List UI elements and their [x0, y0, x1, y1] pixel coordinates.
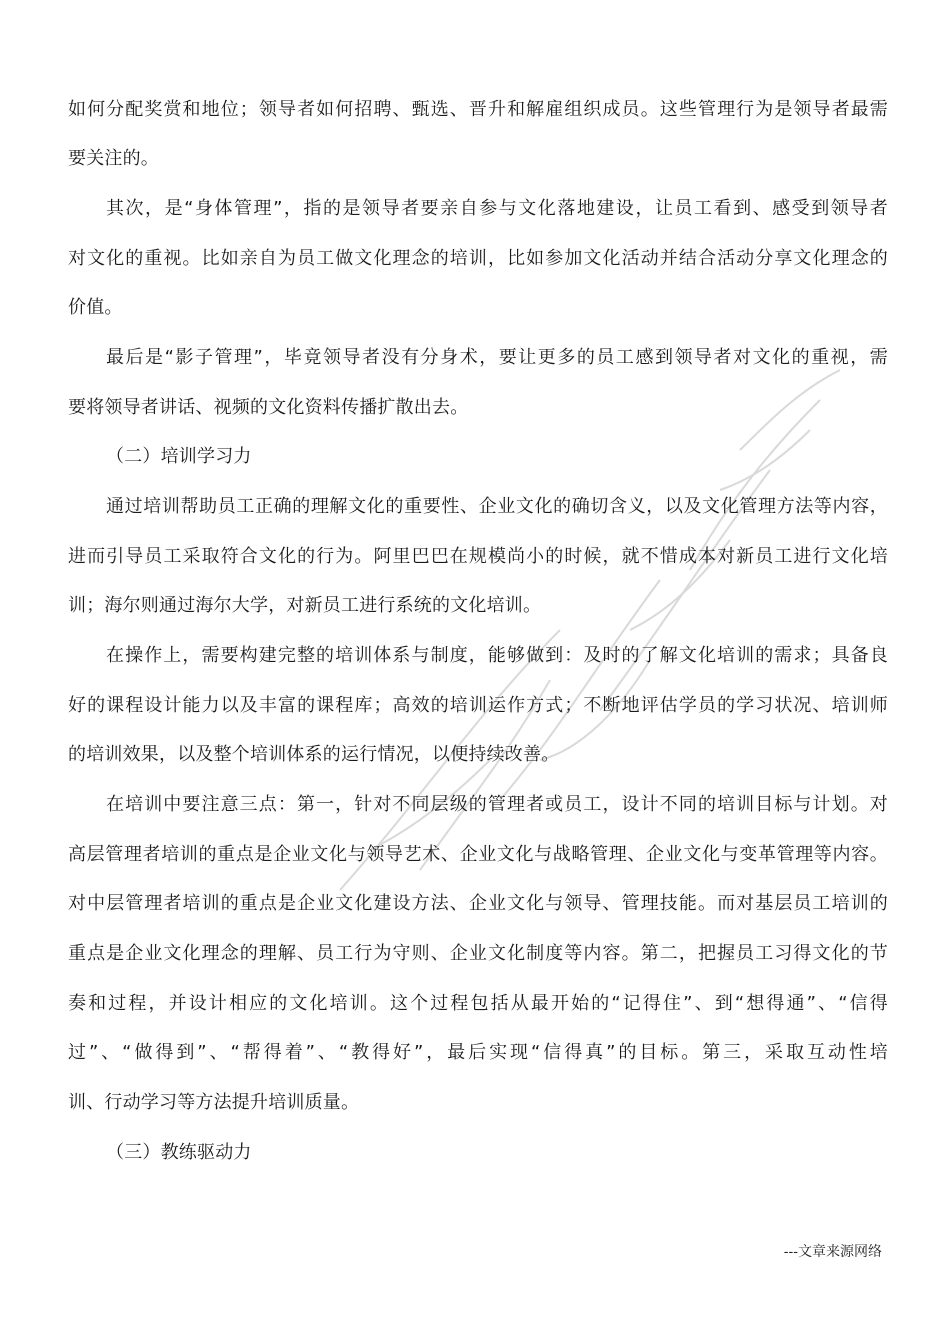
- paragraph-line: 要关注的。: [68, 148, 159, 169]
- watermark-graphic: [300, 330, 900, 930]
- source-footer: ---文章来源网络: [783, 1244, 882, 1260]
- paragraph-line: 通过培训帮助员工正确的理解文化的重要性、企业文化的确切含义，以及文化管理方法等内容，: [106, 496, 888, 517]
- paragraph-line: 在操作上，需要构建完整的培训体系与制度，能够做到：及时的了解文化培训的需求；具备良: [106, 645, 888, 666]
- paragraph-line: 的培训效果，以及整个培训体系的运行情况，以便持续改善。: [68, 744, 560, 765]
- paragraph-line: 进而引导员工采取符合文化的行为。阿里巴巴在规模尚小的时候，就不惜成本对新员工进行文化培: [68, 546, 888, 567]
- paragraph-line: 训、行动学习等方法提升培训质量。: [68, 1092, 360, 1113]
- section-heading: （二）培训学习力: [106, 446, 252, 467]
- paragraph-line: 要将领导者讲话、视频的文化资料传播扩散出去。: [68, 397, 469, 418]
- paragraph-line: 其次，是“身体管理”，指的是领导者要亲自参与文化落地建设，让员工看到、感受到领导者: [106, 198, 888, 219]
- paragraph-line: 过”、“做得到”、“帮得着”、“教得好”，最后实现“信得真”的目标。第三，采取互动性培: [68, 1042, 888, 1063]
- paragraph-line: 最后是“影子管理”，毕竟领导者没有分身术，要让更多的员工感到领导者对文化的重视，需: [106, 347, 888, 368]
- paragraph-line: 重点是企业文化理念的理解、员工行为守则、企业文化制度等内容。第二，把握员工习得文化的节: [68, 943, 888, 964]
- paragraph-line: 在培训中要注意三点：第一，针对不同层级的管理者或员工，设计不同的培训目标与计划。对: [106, 794, 888, 815]
- paragraph-line: 对文化的重视。比如亲自为员工做文化理念的培训，比如参加文化活动并结合活动分享文化理念的: [68, 248, 888, 269]
- paragraph-line: 训；海尔则通过海尔大学，对新员工进行系统的文化培训。: [68, 595, 542, 616]
- paragraph-line: 奏和过程，并设计相应的文化培训。这个过程包括从最开始的“记得住”、到“想得通”、“信得: [68, 993, 888, 1014]
- paragraph-line: 对中层管理者培训的重点是企业文化建设方法、企业文化与领导、管理技能。而对基层员工培训的: [68, 893, 888, 914]
- paragraph-line: 好的课程设计能力以及丰富的课程库；高效的培训运作方式；不断地评估学员的学习状况、培训师: [68, 695, 888, 716]
- section-heading: （三）教练驱动力: [106, 1142, 252, 1163]
- paragraph-line: 高层管理者培训的重点是企业文化与领导艺术、企业文化与战略管理、企业文化与变革管理等内容。: [68, 844, 888, 865]
- paragraph-line: 如何分配奖赏和地位；领导者如何招聘、甄选、晋升和解雇组织成员。这些管理行为是领导者最需: [68, 99, 888, 120]
- paragraph-line: 价值。: [68, 297, 123, 318]
